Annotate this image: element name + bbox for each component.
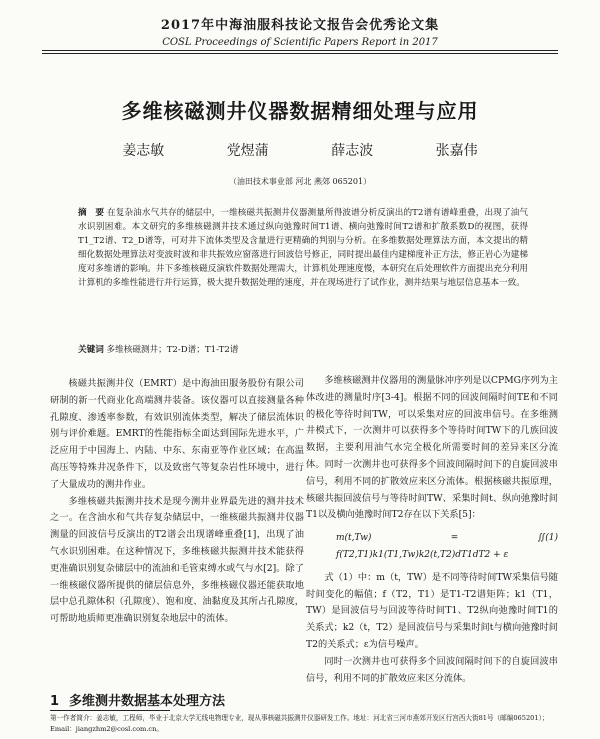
header-en: COSL Proceedings of Scientific Papers Report in 2017 — [162, 37, 438, 48]
right-column — [306, 373, 558, 687]
abstract-text: 在复杂油水气共存的储层中，一维核磁共振测井仪器测量所得波谱分析反演出的T2谱有谱峰重叠，出现了油气水识别困难。本文研究的多维核磁测井技术通过纵向弛豫时间T1谱、横向弛豫时间T2谱和扩散系数D的视图，获得T1_T2谱、T2_D谱等，可对井下流体类型及含量进行更精确的判别与分析。在多维数据处理算法方面，本文提出的精细化数据处理算法对变波时波和非共振效应窗落进行回波信号修正，同时提出最佳内建梯度补正方法，修正岩心为建梯度对多维谱的影响。井下多维核磁反演软件数据处理需大，计算机处理速度慢，本研究在后处理软件方面提出充分利用计算机的多维性能进行并行运算，极大提升数据处理的速度，并在现场进行了试作业，测井结果与地层信息基本一致。 — [78, 208, 528, 288]
keywords-label: 关键词 — [78, 345, 104, 355]
author: 姜志敏 — [122, 143, 165, 159]
keywords — [78, 343, 528, 355]
paragraph: 同时一次测井也可获得多个回波间隔时间下的自旋回波串信号，利用不同的扩散效应来区分流体。 — [306, 655, 558, 684]
equation — [306, 530, 558, 564]
keywords-text: 多维核磁测井；T2-D谱；T1-T2谱 — [106, 345, 239, 355]
running-header — [0, 14, 600, 48]
section-number: 1 — [50, 694, 60, 709]
affiliation: （油田技术事业部 河北 燕郊 065201） — [228, 177, 372, 186]
section-heading — [50, 690, 235, 709]
authors — [0, 140, 600, 160]
header-rule-2 — [42, 53, 558, 54]
section-title: 多维测井数据基本处理方法 — [69, 694, 226, 709]
paragraph: 核磁共振测井仪（EMRT）是中海油田服务股份有限公司研制的新一代商业化高端测井装备。该仪器可以直接测量各种孔隙度、渗透率参数，有效识别流体类型，解决了储层流体识别与评价难题。EMRT的性能指标全面达到国际先进水平，广泛应用于中国海上、内陆、中东、东南亚等作业区域；在高温高压等特殊井况条件下，以及致密气等复杂岩性环境中，进行了大量成功的测井作业。 — [50, 378, 304, 490]
paper-title: 多维核磁测井仪器数据精细处理与应用 — [121, 99, 479, 123]
paragraph: 式（1）中：m（t，TW）是不同等待时间TW采集信号随时间变化的幅值；f（T2，T1）是T1-T2谱矩阵；k1（T1，TW）是回波信号与回波等待时间T1、T2纵向弛豫时间T1的关系式；k2（t，T2）是回波信号与采集时间t与横向弛豫时间T2的关系式；ε为信号噪声。 — [306, 571, 558, 650]
footnote-rule — [50, 710, 170, 711]
author: 党煜蒲 — [226, 143, 269, 159]
author: 薛志波 — [331, 143, 374, 159]
author: 张嘉伟 — [435, 143, 478, 159]
footnote: 第一作者简介：姜志敏，工程师，毕业于北京大学无线电物理专业，现从事核磁共振测井仪器研发工作。地址：河北省三河市燕郊开发区行宫西大街81号（邮编065201）；Email：jiangzhm2@cosl.com.cn。 — [50, 714, 549, 733]
header-rule — [42, 50, 558, 51]
equation-expr: m(t,Tw) = ∬ f(T2,T1)k1(T1,Tw)k2(t,T2)dT1dT2 + ε — [336, 533, 546, 560]
equation-number: (1) — [545, 533, 558, 544]
paragraph: 多维核磁共振测井技术是现今测井业界最先进的测井技术之一。在含油水和气共存复杂储层中，一维核磁共振测井仪器测量的回波信号反演出的T2谱会出现谱峰重叠[1]，出现了油气水识别困难。在这种情况下，多维核磁共振测井技术能获得更准确识别复杂储层中的流油和毛管束缚水或气与水[2]。除了一维核磁仪器所提供的储层信息外，多维核磁仪器还能获取地层中总孔隙体积（孔隙度）、饱和度、油黏度及其所占孔隙度，可帮助地质师更准确识别复杂地层中的流体。 — [50, 495, 304, 625]
header-cn: 2017年中海油服科技论文报告会优秀论文集 — [160, 18, 440, 33]
abstract-label: 摘 要 — [78, 208, 105, 218]
abstract — [78, 206, 528, 290]
left-column — [50, 376, 304, 628]
paragraph: 多维核磁测井仪器用的测量脉冲序列是以CPMG序列为主体改进的测量时序[3-4]。根据不同的回波间隔时间TE和不同的极化等待时间TW，可以采集对应的回波串信号。在多维测井模式下，一次测井可以获得多个等待时间TW下的几族回波数据，主要利用油气水完全极化所需要时间的差异来区分流体。同时一次测井也可获得多个回波间隔时间下的自旋回波串信号，利用不同的扩散效应来区分流体。根据核磁共振原理，核磁共振回波信号与等待时间TW、采集时间t、纵向弛豫时间T1以及横向弛豫时间T2存在以下关系[5]： — [306, 375, 558, 521]
